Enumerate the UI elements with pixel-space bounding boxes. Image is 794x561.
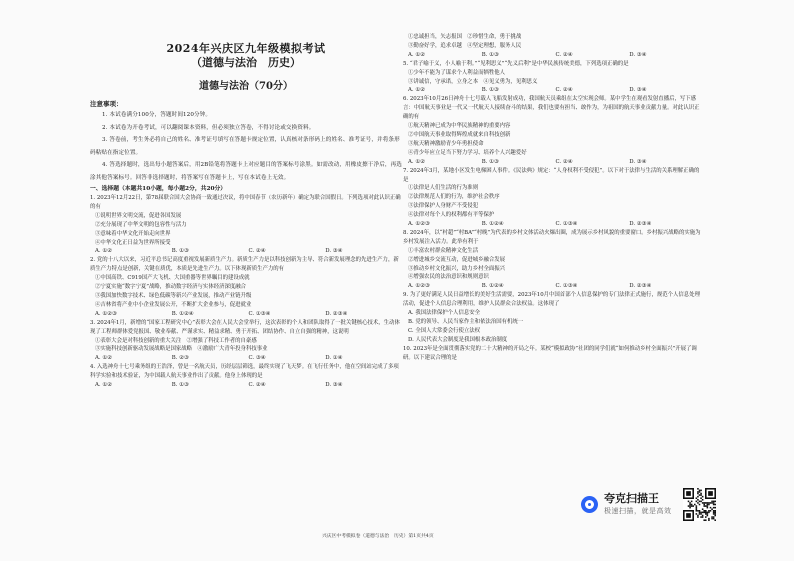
header	[90, 42, 402, 94]
answer-choice: D. ②③④	[325, 310, 348, 317]
answer-choice: D. ③④	[325, 248, 343, 255]
answer-choices	[90, 354, 402, 363]
question-item	[403, 229, 703, 291]
question-item	[403, 33, 703, 60]
question-option: ②增进城乡交流互动，促进城乡融合发展	[408, 256, 506, 263]
question-option: ③实施科技创新驱动发展战略是国家战略 ④激励广大青年投身科技事业	[95, 346, 268, 353]
question-item	[90, 319, 402, 364]
question-option: ④中华文化正日益为世界所接受	[95, 239, 171, 246]
answer-choices	[403, 86, 703, 95]
question-option: ③推动乡村文化振兴，助力乡村全面振兴	[408, 265, 506, 272]
answer-choice: A. ①②	[95, 248, 112, 255]
answer-choice: D. ③④	[629, 87, 647, 94]
answer-choice: B. ①③	[481, 158, 499, 165]
watermark-name: 夸克扫描王	[604, 492, 659, 505]
question-stem: 7. 2024年3月，某地小区发生电梯困人事件。《民法典》规定：“人身权利不受侵犯”。以下对于法律与生活的关系理解正确的是	[403, 167, 700, 183]
question-option: ①少年不能为了谋求个人利益而牺牲他人	[408, 69, 506, 76]
answer-choice: B. ②③	[171, 355, 189, 362]
answer-choice: A. ①②	[408, 87, 425, 94]
question-stem: 10. 2023年是全面贯彻落实党的二十大精神的开局之年。某校“模拟政协”社团的同学们就“如何推动乡村全面振兴”开展了调研。以下建议合理的是	[403, 345, 697, 361]
answer-choice: D. ②③④	[629, 221, 652, 228]
question-option: B. 党的领导、人民当家作主和依法治国有机统一	[408, 319, 524, 325]
answer-choices	[90, 310, 402, 319]
notice-item: 1. 本试卷满分100分，答题时间120分钟。	[102, 112, 212, 118]
question-item	[90, 363, 402, 390]
answer-choice: B. ①③	[171, 248, 189, 255]
question-option: ③勤奋好学，追求卓越 ④坚定理想，服务人民	[408, 42, 522, 49]
question-option: ④增强农民的法治意识和规则意识	[408, 274, 489, 281]
question-option: ③法律保护人身财产不受侵犯	[408, 203, 479, 210]
question-item	[403, 345, 703, 363]
question-option: ②法律规范人们的行为，维护社会秩序	[408, 194, 500, 201]
question-item	[403, 291, 703, 344]
answer-choice: B. ①②④	[481, 283, 504, 290]
left-column	[90, 30, 402, 390]
answer-choice: A. ①②③	[95, 310, 117, 317]
answer-choice: C. ②④	[555, 51, 573, 58]
answer-choice: D. ②③④	[629, 283, 652, 290]
question-stem: 2. 党的十八大以来，习近平总书记高度重视发展新质生产力。新质生产力是以科技创新为主导、符合新发展理念的先进生产力，新质生产力特点是创新，关键在质优，本质是先进生产力。以下体现新质生产力的有	[90, 257, 399, 273]
question-option: ③我国加快数字技术、绿色低碳等新兴产业发展，推动产业链升级	[95, 292, 252, 299]
answer-choice: A. ①②③	[408, 221, 430, 228]
question-item	[90, 194, 402, 256]
answer-choices	[90, 381, 402, 390]
question-option: D. 人民代表大会制度是我国根本政治制度	[408, 336, 508, 343]
answer-choice: C. ①③④	[248, 310, 271, 317]
answer-choice: C. ②④	[555, 158, 573, 165]
answer-choice: A. ①②③	[408, 283, 430, 290]
answer-choices	[90, 247, 402, 256]
question-option: ①说明世界文明交流，促进各国发展	[95, 212, 182, 219]
question-option: ①忠诚担当，矢志报国 ②珍惜生命，勇于挑战	[408, 34, 522, 40]
question-option: ①表彰大会是对科技创新的重大关注 ②增强了科技工作者的自豪感	[95, 337, 257, 344]
question-item	[403, 60, 703, 96]
answer-choice: C. ②④	[248, 248, 266, 255]
question-option: ①中国高铁、C919国产大飞机、大国重器等世界瞩目的建设成就	[95, 275, 250, 282]
question-option: C. 全国人大常委会行使立法权	[408, 327, 481, 334]
right-column	[403, 33, 703, 363]
answer-choice: D. ③④	[325, 382, 343, 389]
answer-choice: C. ②④	[555, 87, 573, 94]
answer-choices	[403, 220, 703, 229]
answer-choices	[403, 282, 703, 291]
notice-heading: 注意事项：	[90, 100, 123, 108]
question-stem: 5. “君子喻于义，小人喻于利。”“见利思义”“先义后利”是中华民族传统美德，下列选项正确的是	[403, 60, 629, 67]
question-option: ①丰富农村群众精神文化生活	[408, 247, 479, 254]
question-option: ②充分展现了中华文明的包容性与活力	[95, 221, 187, 228]
exam-title: 2024年兴庆区九年级模拟考试	[166, 42, 326, 55]
answer-choice: D. ①④	[325, 355, 343, 362]
answer-choices	[403, 51, 703, 60]
question-option: ③讲诚信，守承诺，立身之本 ④见义勇为，见利思义	[408, 78, 538, 85]
notice-item: 4. 答选择题时，选出每小题答案后，用2B铅笔将答题卡上对应题目的答案标号涂黑。如需改动，用橡皮擦干净后，再选涂其他答案标号。回答非选择题时，将答案写在答题卡上，写在本试卷上无效。	[90, 162, 402, 181]
answer-choice: A. ①②	[95, 382, 112, 389]
answer-choice: B. ①③	[171, 382, 189, 389]
answer-choice: C. ①③④	[555, 221, 578, 228]
answer-choice: C. ①③④	[555, 283, 578, 290]
answer-choice: B. ①③	[481, 87, 499, 94]
answer-choice: A. ①②	[95, 355, 112, 362]
answer-choice: A. ①②	[408, 158, 425, 165]
answer-choice: B. ①②④	[481, 221, 504, 228]
answer-choice: C. ②④	[248, 382, 266, 389]
question-stem: 4. 入选神舟十七号乘务组的王浩泽，曾是一名航天员，历经层层筛选，最终实现了飞天梦。在飞行任务中，他在空间站完成了多项科学实验和技术验证，为中国载人航天事业作出了贡献。他身上体现的是	[90, 364, 399, 380]
answer-choice: B. ①③	[481, 51, 499, 58]
question-option: ③航天精神激励青少年勇担使命	[408, 140, 484, 147]
watermark-slogan: 极速扫描，就是高效	[604, 507, 672, 515]
question-stem: 8. 2024年，以“村超”“村BA”“村晚”为代表的乡村文体活动火爆出圈，成为展示乡村风貌的重要窗口。乡村振兴战略的实施为乡村发展注入活力。此举有利于	[403, 229, 701, 245]
question-option: ①航天精神已成为中华民族精神的重要内容	[408, 123, 511, 130]
question-stem: 1. 2023年12月22日，第78届联合国大会协商一致通过决议，将中国春节（农历新年）确定为联合国假日。下列选项对此认识正确的有	[90, 195, 401, 210]
question-option: A. 我国法律保护个人信息安全	[408, 310, 481, 317]
part-one-heading: 一、选择题（本题共10小题，每小题2分，共20分）	[90, 186, 227, 192]
notice-item: 2. 本试卷为开卷考试，可以翻阅课本资料，但必须独立答卷，不得讨论或交换资料。	[102, 124, 315, 131]
question-option: ①法律是人们生活的行为准则	[408, 185, 479, 192]
question-stem: 6. 2023年10月26日神舟十七号载人飞船发射成功，我国航天员乘组在太空实现会师。某中学生在观看发射直播后，写下感言：中国航天事业是一代又一代航天人接续奋斗的结果，我们也要有担当、敢作为，为祖国的航天事业贡献力量。对此认识正确的有	[403, 96, 700, 121]
question-list-left	[90, 194, 402, 390]
question-item	[90, 256, 402, 318]
answer-choices	[403, 158, 703, 167]
question-stem: 3. 2024年1月，新增的“国家工程研究中心”表彰大会在人民大会堂举行，这次表彰的个人和团队取得了一批关键核心技术，生动体现了工程师群体爱党报国、敬业奉献、严谨求实、精益求精、勇于开拓、团结协作、自立自强的精神，这说明	[90, 319, 400, 335]
question-stem: 9. 为了更好满足人民日益增长的美好生活需要，2023年10月中国首部个人信息保护的专门法律正式施行，规范个人信息处理活动，促进个人信息合理利用，维护人民群众合法权益。这体现了	[403, 292, 700, 308]
question-item	[403, 95, 703, 166]
page-footer: 兴庆区中考模拟卷（道德与法治 历史）第1页共4页	[322, 534, 434, 539]
question-option: ③意味着中华文化开始走向世界	[95, 230, 171, 237]
section-title: 道德与法治（70分）	[199, 81, 293, 92]
question-option: ②中国航天事业取得辉煌成就来自科技创新	[408, 131, 511, 138]
question-option: ④法律对每个人的权利都有平等保护	[408, 212, 495, 219]
answer-choice: A. ①②	[408, 51, 425, 58]
exam-subtitle: （道德与法治 历史）	[191, 56, 301, 69]
quark-logo-icon	[581, 496, 598, 513]
question-item	[403, 167, 703, 229]
notice-item: 3. 答卷前，考生务必将自己的姓名、准考证号填写在答题卡规定位置，认真核对条形码上的姓名、准考证号，并将条形码粘贴在指定位置。	[90, 137, 400, 156]
answer-choice: B. ①②④	[171, 310, 194, 317]
question-option: ④吉林省将产业中小企业发展公开，不断扩大企业参与，促进就业	[95, 301, 252, 308]
question-option: ②宁夏实施“数字宁夏”战略，推动数字经济与实体经济深度融合	[95, 284, 247, 291]
qr-code-icon	[683, 488, 716, 521]
answer-choice: D. ③④	[629, 158, 647, 165]
notice-list	[90, 109, 402, 184]
answer-choice: D. ③④	[629, 51, 647, 58]
question-option: ④青少年应立足当下努力学习、培养个人兴趣爱好	[408, 149, 527, 156]
answer-choice: C. ③④	[248, 355, 266, 362]
